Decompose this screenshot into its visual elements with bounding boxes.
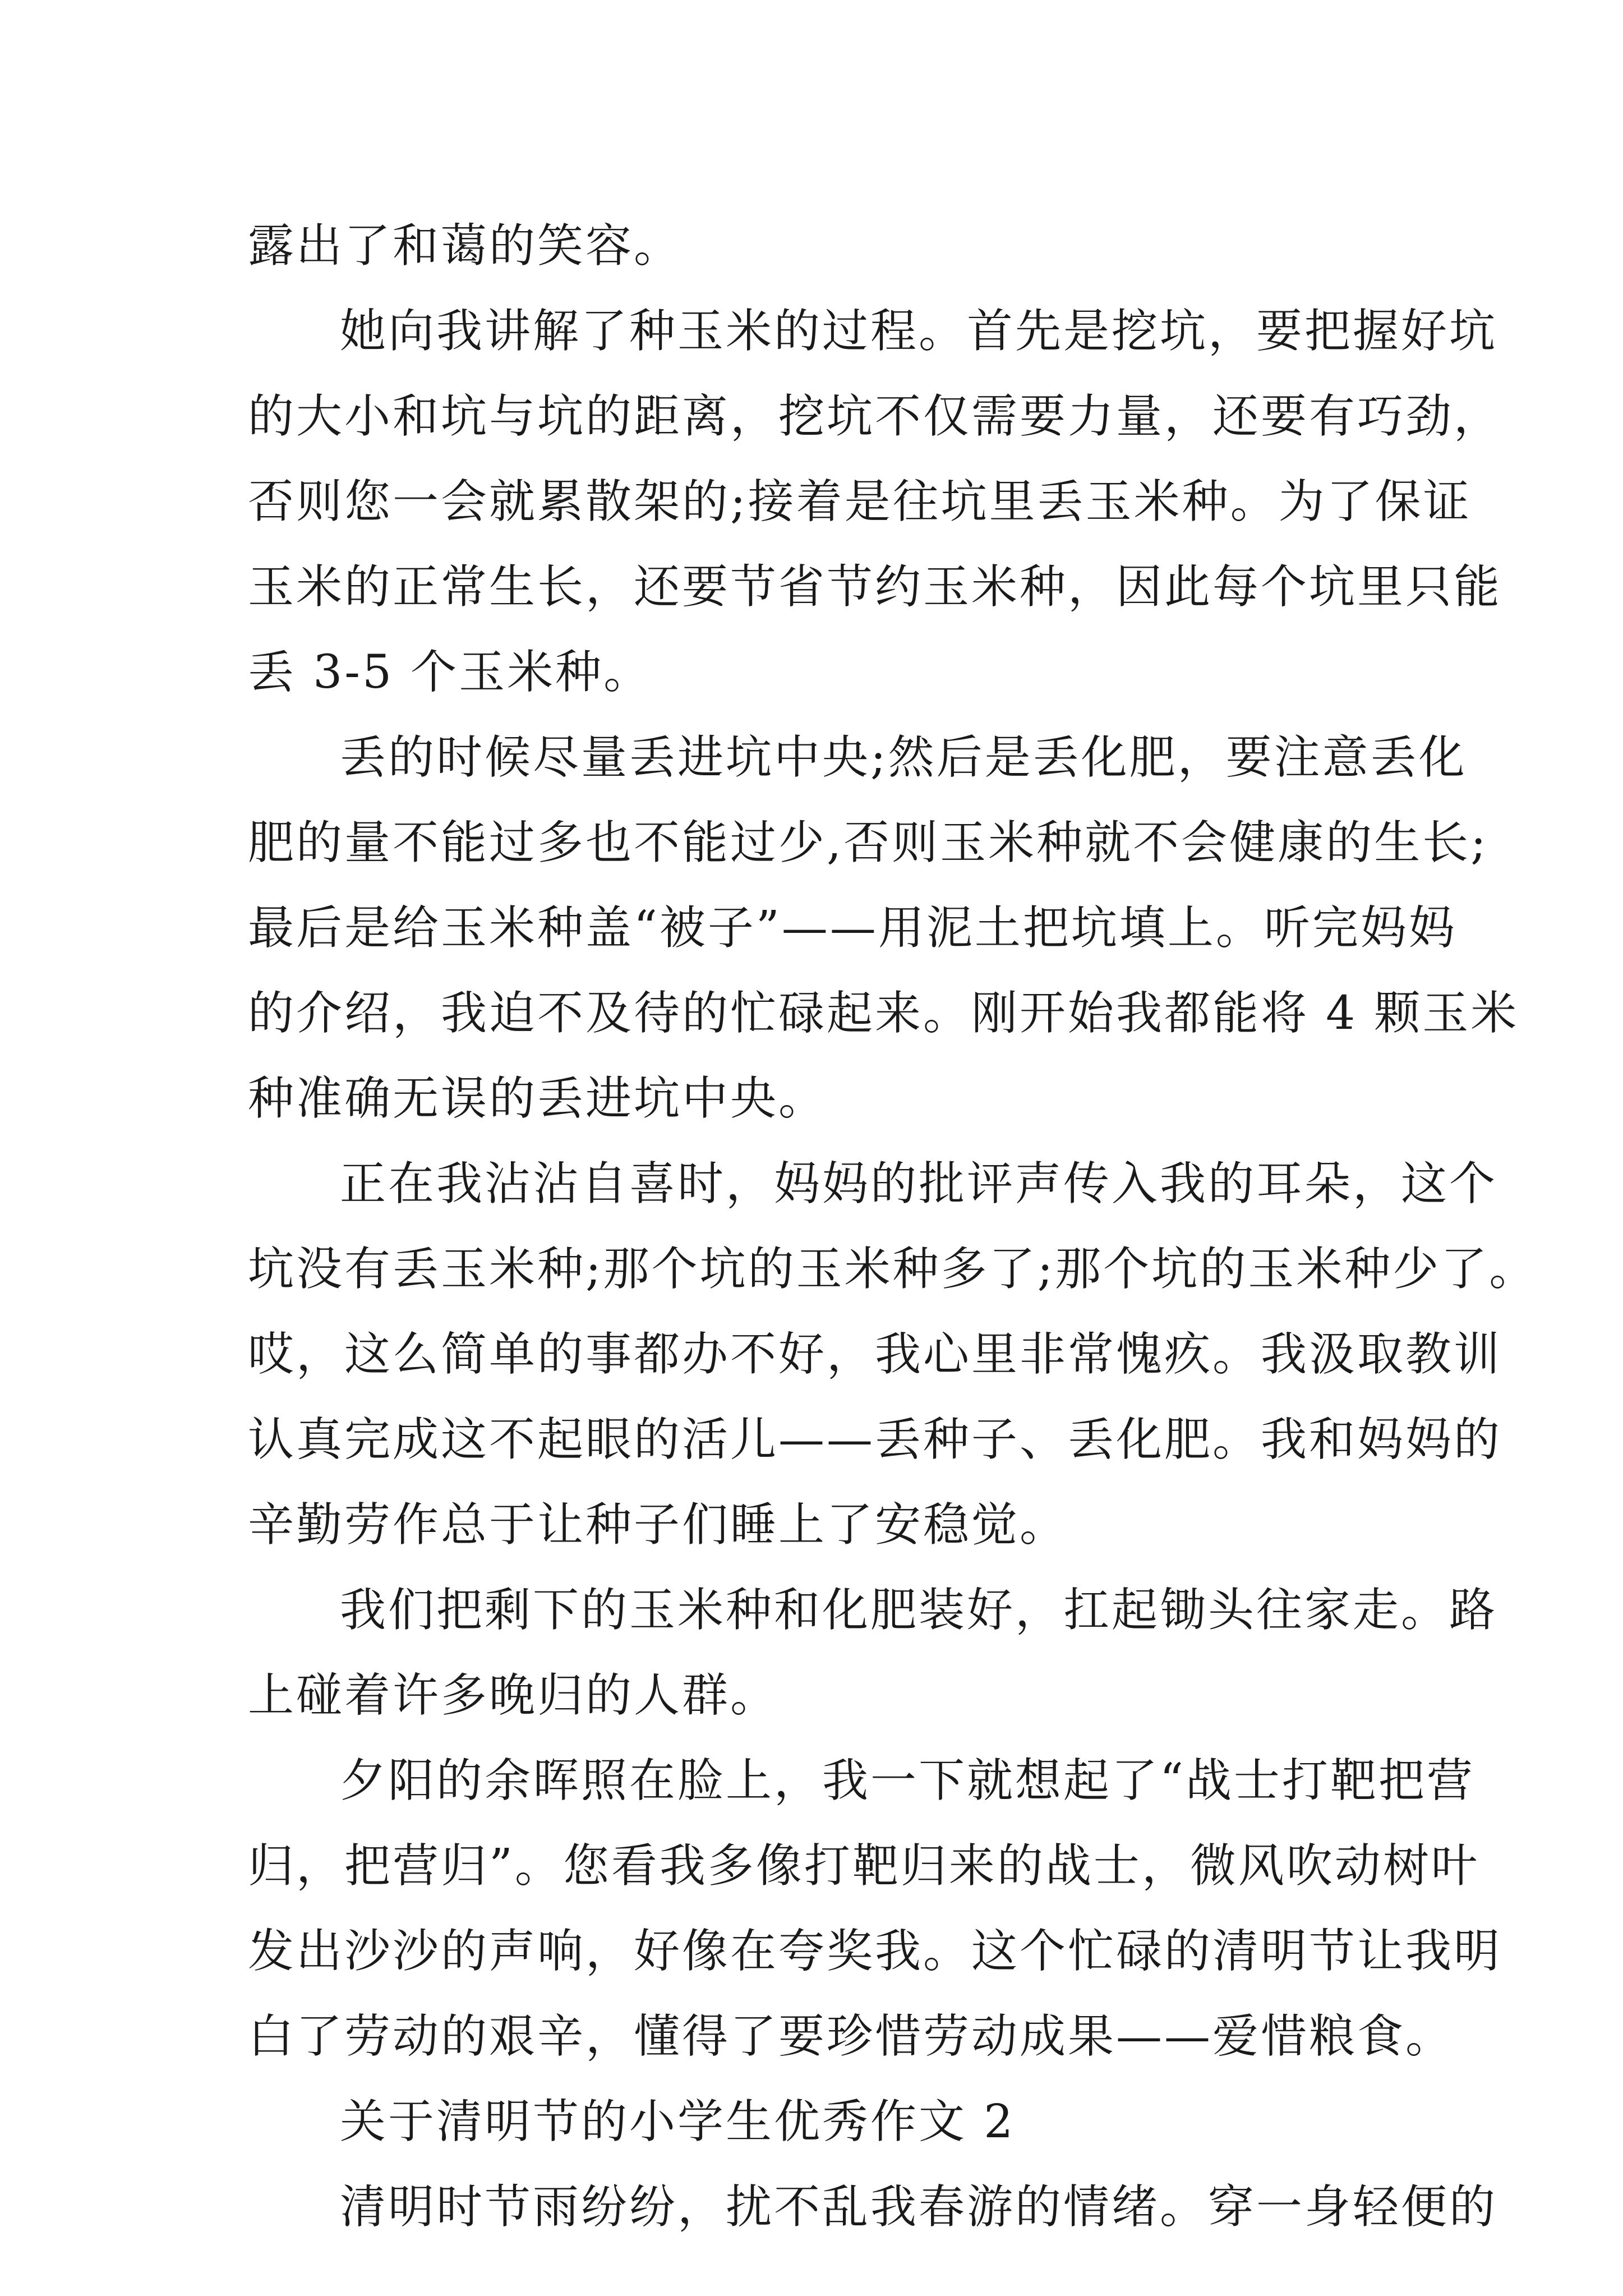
text-line: 肥的量不能过多也不能过少,否则玉米种就不会健康的生长; (248, 816, 1488, 869)
text-line: 最后是给玉米种盖“被子”——用泥土把坑填上。听完妈妈 (248, 901, 1457, 955)
text-line: 否则您一会就累散架的;接着是往坑里丢玉米种。为了保证 (248, 475, 1472, 528)
text-line: 我们把剩下的玉米种和化肥装好，扛起锄头往家走。路 (340, 1584, 1498, 1637)
text-line: 上碰着许多晚归的人群。 (248, 1669, 779, 1722)
text-line: 种准确无误的丢进坑中央。 (248, 1072, 827, 1125)
text-line: 玉米的正常生长，还要节省节约玉米种，因此每个坑里只能 (248, 560, 1502, 614)
text-line: 白了劳动的艰辛，懂得了要珍惜劳动成果——爱惜粮食。 (248, 2010, 1454, 2063)
text-line: 的介绍，我迫不及待的忙碌起来。刚开始我都能将 4 颗玉米 (248, 987, 1519, 1040)
text-line: 露出了和蔼的笑容。 (248, 219, 683, 273)
essay-text (248, 204, 1538, 2250)
text-line: 归，把营归”。您看我多像打靶归来的战士，微风吹动树叶 (248, 1839, 1479, 1893)
text-line: 发出沙沙的声响，好像在夸奖我。这个忙碌的清明节让我明 (248, 1925, 1502, 1978)
text-line: 坑没有丢玉米种;那个坑的玉米种多了;那个坑的玉米种少了。 (248, 1243, 1538, 1296)
text-line: 辛勤劳作总于让种子们睡上了安稳觉。 (248, 1498, 1068, 1552)
text-line: 正在我沾沾自喜时，妈妈的批评声传入我的耳朵，这个 (340, 1157, 1498, 1211)
text-line: 的大小和坑与坑的距离，挖坑不仅需要力量，还要有巧劲， (248, 390, 1502, 443)
section-heading: 关于清明节的小学生优秀作文 2 (340, 2095, 1016, 2148)
text-line: 认真完成这不起眼的活儿——丢种子、丢化肥。我和妈妈的 (248, 1413, 1502, 1466)
text-line: 夕阳的余晖照在脸上，我一下就想起了“战士打靶把营 (340, 1754, 1475, 1807)
text-line: 清明时节雨纷纷，扰不乱我春游的情绪。穿一身轻便的 (340, 2180, 1498, 2234)
text-line: 哎，这么简单的事都办不好，我心里非常愧疚。我汲取教训 (248, 1328, 1502, 1381)
text-line: 丢 3-5 个玉米种。 (248, 646, 652, 699)
text-line: 她向我讲解了种玉米的过程。首先是挖坑，要把握好坑 (340, 305, 1498, 358)
text-line: 丢的时候尽量丢进坑中央;然后是丢化肥，要注意丢化 (340, 731, 1467, 784)
